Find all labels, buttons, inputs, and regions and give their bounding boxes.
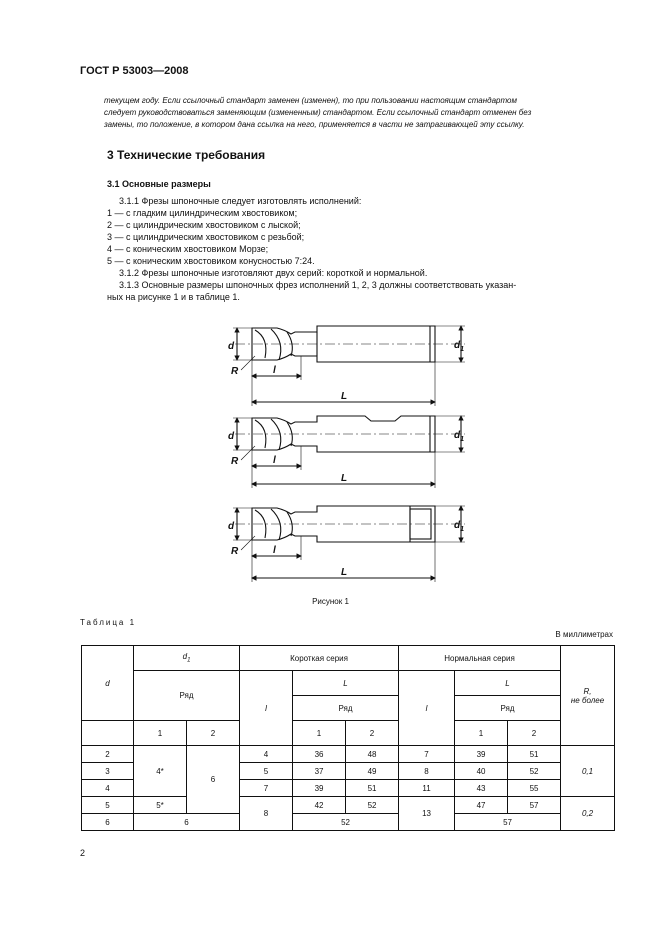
header-short-series: Короткая серия [240, 646, 399, 671]
body-line-8: 3.1.3 Основные размеры шпоночных фрез исполнений 1, 2, 3 должны соответствовать указан- [119, 280, 517, 290]
body-line-5: 4 — с коническим хвостовиком Морзе; [107, 244, 269, 254]
header-Ls-r2: 2 [346, 721, 399, 746]
cutter-variant-smooth [233, 326, 465, 406]
header-L-short: L [293, 671, 399, 696]
subsection-title: 3.1 Основные размеры [107, 179, 211, 189]
header-Ls-r1: 1 [293, 721, 346, 746]
label-R-3: R [231, 546, 239, 557]
label-R-1: R [231, 366, 239, 377]
label-d-3: d [228, 521, 235, 532]
label-l-3: l [273, 545, 276, 556]
table-row: 3 5 37 49 8 40 52 [82, 763, 615, 780]
header-d: d [82, 646, 134, 721]
header-Ln-r2: 2 [508, 721, 561, 746]
body-line-4: 3 — с цилиндрическим хвостовиком с резьбой; [107, 232, 305, 242]
header-l-normal: l [399, 671, 455, 746]
body-line-2: 1 — с гладким цилиндрическим хвостовиком; [107, 208, 298, 218]
header-R: R, не более [561, 646, 615, 746]
header-Ln-r1: 1 [455, 721, 508, 746]
section-title: 3 Технические требования [107, 148, 266, 162]
intro-line-3: замены, то положение, в котором дана ссылка на него, применяется в части не затрагивающей эту ссылку. [104, 120, 525, 129]
header-d1-r1: 1 [134, 721, 187, 746]
header-d1-r2: 2 [187, 721, 240, 746]
label-d1-2: $d_1$ [454, 430, 465, 443]
cutter-variant-flat [233, 416, 465, 488]
header-L-short-row: Ряд [293, 696, 399, 721]
header-L-normal: L [455, 671, 561, 696]
label-l-2: l [273, 455, 276, 466]
cutter-variant-thread [233, 506, 465, 582]
label-d1-3: $d_1$ [454, 520, 465, 533]
header-d1: $d_1$ [134, 646, 240, 671]
label-R-2: R [231, 456, 239, 467]
dimensions-table [81, 645, 615, 831]
label-L-1: L [341, 391, 348, 402]
label-L-2: L [341, 473, 348, 484]
body-line-9: ных на рисунке 1 и в таблице 1. [107, 292, 240, 302]
table-row: 5 5* 8 42 52 13 47 57 0,2 [82, 797, 615, 814]
body-line-1: 3.1.1 Фрезы шпоночные следует изготовлять исполнений: [119, 196, 362, 206]
cutter-drawings [225, 318, 475, 588]
body-line-7: 3.1.2 Фрезы шпоночные изготовляют двух серий: короткой и нормальной. [119, 268, 428, 278]
label-d-1: d [228, 341, 235, 352]
header-L-normal-row: Ряд [455, 696, 561, 721]
body-line-3: 2 — с цилиндрическим хвостовиком с лыской; [107, 220, 301, 230]
intro-line-2: следует руководствоваться заменяющим (измененным) стандартом. Если ссылочный стандарт отменен без [104, 108, 532, 117]
table-label: Таблица 1 [80, 618, 137, 627]
document-header: ГОСТ Р 53003—2008 [80, 65, 189, 77]
page-number: 2 [80, 848, 86, 858]
intro-line-1: текущем году. Если ссылочный стандарт заменен (изменен), то при пользовании настоящим стандартом [104, 96, 517, 105]
figure-caption: Рисунок 1 [312, 597, 349, 606]
label-l-1: l [273, 365, 276, 376]
table-units: В миллиметрах [555, 630, 613, 639]
header-normal-series: Нормальная серия [399, 646, 561, 671]
header-d-blank [82, 721, 134, 746]
header-l-short: l [240, 671, 293, 746]
table-row: 2 4* 6 4 36 48 7 39 51 0,1 [82, 746, 615, 763]
table-row: 6 6 52 57 [82, 814, 615, 831]
figure-1 [225, 318, 475, 588]
label-d1-1: $d_1$ [454, 340, 465, 353]
table-row: 4 7 39 51 11 43 55 [82, 780, 615, 797]
body-line-6: 5 — с коническим хвостовиком конусностью 7:24. [107, 256, 315, 266]
label-d-2: d [228, 431, 235, 442]
label-L-3: L [341, 567, 348, 578]
header-d1-row: Ряд [134, 671, 240, 721]
